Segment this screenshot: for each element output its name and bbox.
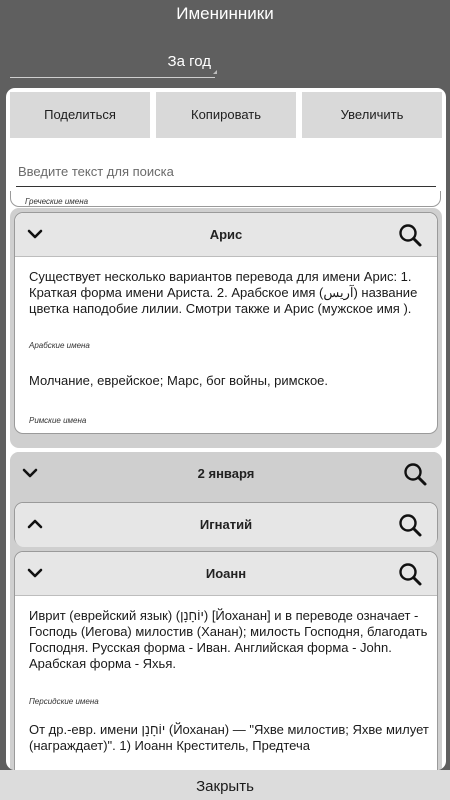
entry-card-ignatiy [14, 502, 438, 546]
entry-name: Иоанн [205, 566, 247, 581]
entry-header[interactable] [15, 213, 437, 257]
entry-description: Молчание, еврейское; Марс, бог войны, римское. [29, 373, 329, 388]
category-label: Греческие имена [25, 197, 89, 206]
search-icon[interactable] [397, 512, 423, 538]
copy-button[interactable]: Копировать [156, 92, 296, 138]
previous-entry-card [10, 191, 441, 207]
category-label: Персидские имена [29, 697, 99, 706]
entry-name: Арис [209, 227, 243, 242]
entry-header[interactable] [15, 503, 437, 547]
action-bar [10, 92, 442, 138]
date-header[interactable] [10, 452, 442, 496]
entry-group [10, 208, 442, 448]
app-title: Именинники [176, 4, 274, 23]
category-label: Арабские имена [29, 341, 90, 350]
search-icon[interactable] [397, 222, 423, 248]
chevron-up-icon[interactable] [27, 516, 43, 532]
share-button[interactable]: Поделиться [10, 92, 150, 138]
entry-description: От др.-евр. имени יוֹחָנָן (Йоханан) — "Яхве милостив; Яхве милует (награждает)". 1) Иоанн Креститель, Предтеча [29, 722, 429, 753]
entry-name: Игнатий [199, 517, 253, 532]
chevron-down-icon[interactable] [27, 226, 43, 242]
dropdown-arrow-icon [213, 70, 217, 74]
search-icon[interactable] [397, 561, 423, 587]
period-value: За год [167, 53, 211, 70]
category-label: Римские имена [29, 416, 87, 425]
search-input[interactable]: Введите текст для поиска [16, 162, 436, 187]
names-list[interactable] [6, 191, 446, 770]
period-select[interactable] [10, 53, 215, 78]
entry-description: Иврит (еврейский язык) (יוֹחָנָן) [Йоханан] и в переводе означает - Господь (Иегова) милостив (Ханан); милость Господня, благодать Господня. Русская форма - Иван. Английская форма - John. Арабская форма - Яхья. [29, 608, 428, 671]
entry-card-aris [14, 212, 438, 434]
enlarge-button[interactable]: Увеличить [302, 92, 442, 138]
date-group [10, 452, 442, 770]
bottom-bar [0, 770, 450, 800]
search-icon[interactable] [402, 461, 428, 487]
entry-card-ioann [14, 551, 438, 770]
date-title: 2 января [197, 466, 255, 481]
entry-description: Существует несколько вариантов перевода для имени Арис: 1. Краткая форма имени Ариста. 2. Арабское имя (آريس) название цветка наподобие лилии. Смотри также и Арис (мужское имя ). [29, 269, 418, 316]
entry-header[interactable] [15, 552, 437, 596]
close-button[interactable]: Закрыть [196, 778, 254, 795]
main-panel [6, 88, 446, 770]
chevron-down-icon[interactable] [27, 565, 43, 581]
chevron-down-icon[interactable] [22, 465, 38, 481]
